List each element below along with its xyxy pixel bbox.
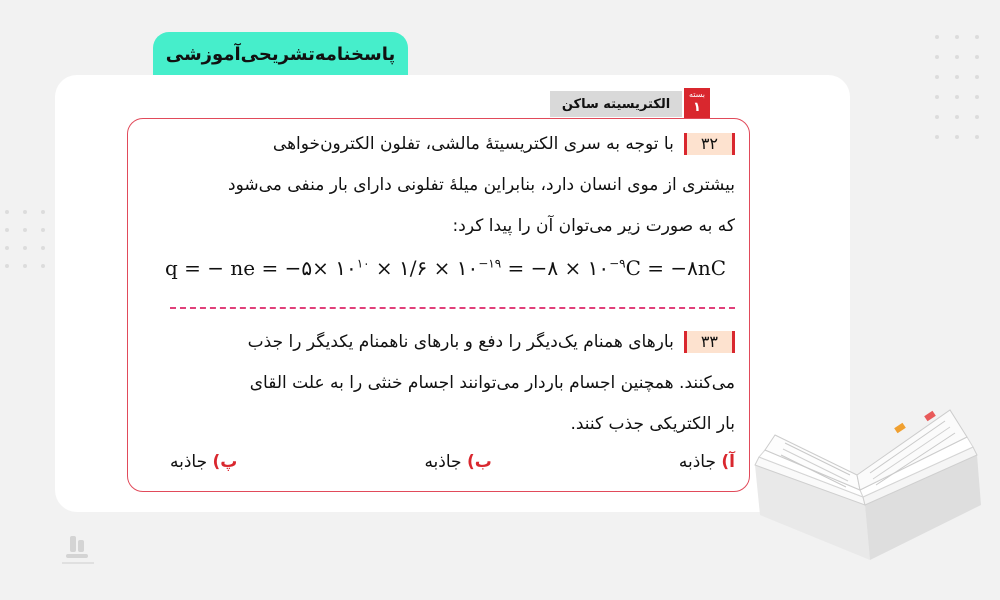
answer-b	[424, 452, 491, 482]
dot-pattern-left	[5, 210, 50, 270]
formula-part: C = −۸nC	[625, 256, 727, 280]
section-title: الکتریسیته ساکن	[550, 91, 682, 117]
q32-line1: با توجه به سری الکتریسیتهٔ مالشی، تفلون الکترون‌خواهی	[272, 134, 674, 154]
q32-line3: که به صورت زیر می‌توان آن را پیدا کرد:	[452, 216, 735, 236]
formula-exponent: −۹	[609, 256, 626, 271]
package-label: بسته	[688, 90, 706, 99]
formula-part: × ۱/۶ × ۱۰	[369, 256, 479, 280]
q32-line2: بیشتری از موی انسان دارد، بنابراین میلهٔ تفلونی دارای بار منفی می‌شود	[228, 175, 735, 195]
answer-letter: ب)	[466, 452, 492, 472]
formula-exponent: ۱۰	[356, 256, 370, 271]
package-badge	[684, 88, 710, 118]
formula-exponent: −۱۹	[478, 256, 502, 271]
package-number: ۱	[693, 100, 701, 115]
formula-part: = −۸ × ۱۰	[501, 256, 610, 280]
answer-text: جاذبه	[678, 452, 716, 472]
answer-list	[170, 452, 735, 482]
answer-text: جاذبه	[424, 452, 462, 472]
q33-line1: بارهای همنام یک‌دیگر را دفع و بارهای ناهمنام یکدیگر را جذب	[247, 332, 674, 352]
q32-number: ۳۲	[684, 133, 735, 155]
answer-a	[679, 452, 735, 482]
formula-part: q = − ne = −۵× ۱۰	[165, 256, 357, 280]
q33-number: ۳۳	[684, 331, 735, 353]
q32-paragraph	[165, 124, 735, 247]
answer-text: جاذبه	[170, 452, 208, 472]
question-divider	[170, 307, 735, 309]
page-title: پاسخنامه‌تشریحی‌آموزشی	[153, 32, 408, 76]
answer-letter: پ)	[212, 452, 238, 472]
q33-line3: بار الکتریکی جذب کنند.	[570, 414, 735, 434]
open-book-icon	[745, 395, 985, 565]
q33-line2: می‌کنند. همچنین اجسام باردار می‌توانند اجسام خنثی را به علت القای	[249, 373, 735, 393]
charge-formula	[165, 256, 725, 280]
answer-letter: آ)	[721, 452, 735, 472]
publisher-logo-icon	[58, 530, 98, 570]
q33-paragraph	[165, 322, 735, 445]
answer-c	[170, 452, 237, 482]
dot-pattern-right	[935, 35, 995, 155]
